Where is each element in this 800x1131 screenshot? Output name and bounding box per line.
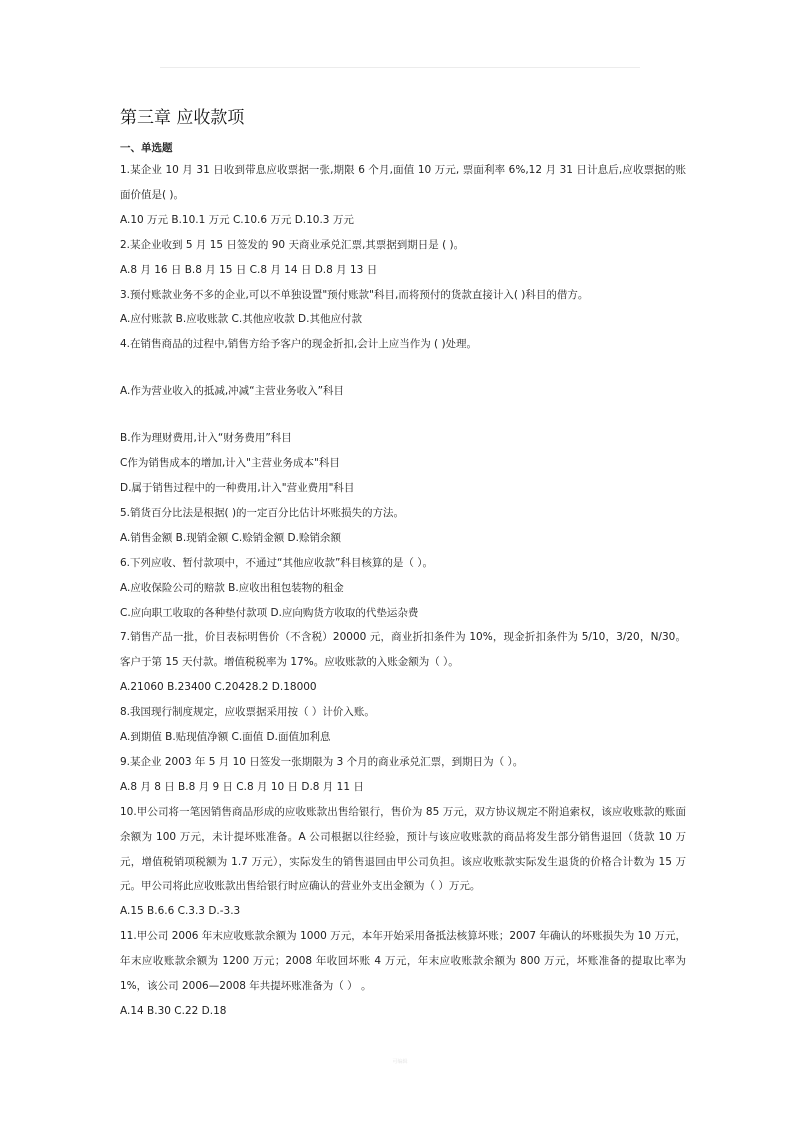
text-line: A.14 B.30 C.22 D.18 <box>120 1005 227 1017</box>
text-line: A.21060 B.23400 C.20428.2 D.18000 <box>120 681 317 694</box>
text-line: A.销售金额 B.现销金额 C.赊销金额 D.赊销余额 <box>120 531 341 544</box>
text-line: A.应收保险公司的赔款 B.应收出租包装物的租金 <box>120 581 344 594</box>
text-line: 8.我国现行制度规定，应收票据采用按（ ）计价入账。 <box>120 706 375 719</box>
footer-watermark: 可编辑 <box>392 1059 408 1065</box>
text-line: A.10 万元 B.10.1 万元 C.10.6 万元 D.10.3 万元 <box>120 213 354 226</box>
text-line: A.15 B.6.6 C.3.3 D.-3.3 <box>120 905 241 918</box>
text-line: A.应付账款 B.应收账款 C.其他应收款 D.其他应付款 <box>120 313 362 326</box>
header-rule <box>160 67 640 68</box>
question-list <box>120 158 686 1024</box>
text-line: D.属于销售过程中的一种费用,计入"营业费用"科目 <box>120 481 355 494</box>
text-line: A.8 月 16 日 B.8 月 15 日 C.8 月 14 日 D.8 月 13 日 <box>120 263 378 276</box>
text-line: 10.甲公司将一笔因销售商品形成的应收账款出售给银行，售价为 85 万元，双方协议规定不附追索权，该应收账款的账面余额为 100 万元，未计提坏账准备。A 公司根据以往经验，预计与该应收账款的商品将发生部分销售退回（货款 10 万元，增值税销项税额为 1.7 万元），实际发生的销售退回由甲公司负担。该应收账款实际发生退货的价格合计数为 15 万元。甲公司将此应收账款出售给银行时应确认的营业外支出金额为（ ）万元。 <box>120 805 686 893</box>
text-line: 7.销售产品一批，价目表标明售价（不含税）20000 元，商业折扣条件为 10%，现金折扣条件为 5/10，3/20，N/30。客户于第 15 天付款。增值税税率为 17%。应收账款的入账金额为（ ）。 <box>120 631 686 669</box>
text-line: 4.在销售商品的过程中,销售方给予客户的现金折扣,会计上应当作为 ( )处理。 <box>120 338 478 351</box>
blank-line <box>120 357 686 379</box>
text-line: 6.下列应收、暂付款项中，不通过“其他应收款”科目核算的是（ ）。 <box>120 556 433 569</box>
text-line: 1.某企业 10 月 31 日收到带息应收票据一张,期限 6 个月,面值 10 万元, 票面利率 6%,12 月 31 日计息后,应收票据的账面价值是( )。 <box>120 164 686 201</box>
text-line: 3.预付账款业务不多的企业,可以不单独设置"预付账款"科目,而将预付的货款直接计入( )科目的借方。 <box>120 288 589 301</box>
text-line: 9.某企业 2003 年 5 月 10 日签发一张期限为 3 个月的商业承兑汇票，到期日为（ ）。 <box>120 755 524 768</box>
text-line: B.作为理财费用,计入“财务费用”科目 <box>120 432 292 445</box>
text-line: C.应向职工收取的各种垫付款项 D.应向购货方收取的代垫运杂费 <box>120 606 419 619</box>
text-line: 2.某企业收到 5 月 15 日签发的 90 天商业承兑汇票,其票据到期日是 ( )。 <box>120 238 465 251</box>
text-line: 5.销货百分比法是根据( )的一定百分比估计坏账损失的方法。 <box>120 506 405 519</box>
text-line: A.8 月 8 日 B.8 月 9 日 C.8 月 10 日 D.8 月 11 日 <box>120 780 364 793</box>
document-content <box>120 106 686 1024</box>
blank-line <box>120 404 686 426</box>
text-line: C作为销售成本的增加,计入"主营业务成本"科目 <box>120 457 340 470</box>
text-line: A.到期值 B.贴现值净额 C.面值 D.面值加利息 <box>120 731 331 744</box>
section-title: 一、单选题 <box>120 142 173 154</box>
text-line: 11.甲公司 2006 年末应收账款余额为 1000 万元，本年开始采用备抵法核算坏账；2007 年确认的坏账损失为 10 万元，年末应收账款余额为 1200 万元；2008 年收回坏账 4 万元，年末应收账款余额为 800 万元，坏账准备的提取比率为 1%，该公司 2006—2008 年共提坏账准备为（ ） 。 <box>120 930 686 993</box>
text-line: A.作为营业收入的抵减,冲减“主营业务收入”科目 <box>120 385 345 398</box>
chapter-title: 第三章 应收款项 <box>120 108 245 128</box>
